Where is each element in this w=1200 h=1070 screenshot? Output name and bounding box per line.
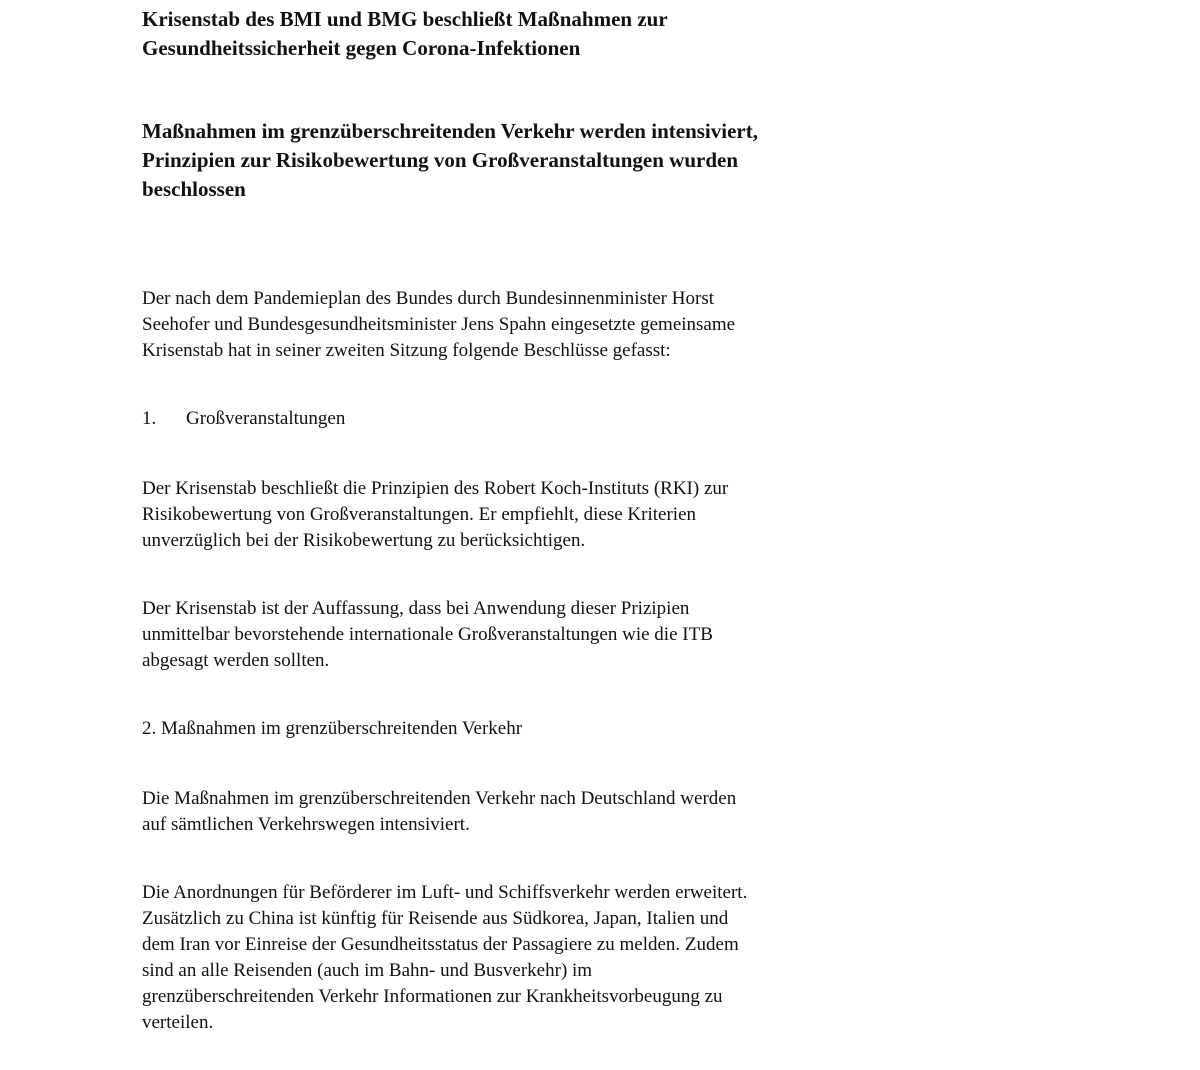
section-2-paragraph-2: Die Anordnungen für Beförderer im Luft- und Schiffsverkehr werden erweitert. Zusätzlich zu China ist künftig für Reisende aus Südkorea, Japan, Italien und dem Iran vor Einreise der Gesundheitsstatus der Passagiere zu melden. Zudem sind an alle Reisenden (auch im Bahn- und Busverkehr) im grenzüberschreitenden Verkehr Informationen zur Krankheitsvorbeugung zu verteilen. [142, 882, 748, 1033]
section-1-paragraph-2: Der Krisenstab ist der Auffassung, dass bei Anwendung dieser Prizipien unmittelbar bevorstehende internationale Großveranstaltungen wie die ITB abgesagt werden sollten. [142, 598, 713, 671]
section-1-title: Großveranstaltungen [186, 408, 346, 429]
section-1-paragraph-1: Der Krisenstab beschließt die Prinzipien des Robert Koch-Instituts (RKI) zur Risikobewertung von Großveranstaltungen. Er empfiehlt, diese Kriterien unverzüglich bei der Risikobewertung zu berücksichtigen. [142, 478, 729, 551]
section-1-heading [142, 406, 345, 432]
document-subtitle: Maßnahmen im grenzüberschreitenden Verkehr werden intensiviert, Prinzipien zur Risikobewertung von Großveranstaltungen wurden beschlossen [142, 119, 758, 201]
section-2-paragraph-1: Die Maßnahmen im grenzüberschreitenden Verkehr nach Deutschland werden auf sämtlichen Verkehrswegen intensiviert. [142, 788, 737, 835]
document-title: Krisenstab des BMI und BMG beschließt Maßnahmen zur Gesundheitssicherheit gegen Corona-Infektionen [142, 7, 668, 60]
section-2-heading: 2. Maßnahmen im grenzüberschreitenden Verkehr [142, 718, 523, 739]
intro-paragraph: Der nach dem Pandemieplan des Bundes durch Bundesinnenminister Horst Seehofer und Bundesgesundheitsminister Jens Spahn eingesetzte gemeinsame Krisenstab hat in seiner zweiten Sitzung folgende Beschlüsse gefasst: [142, 288, 736, 361]
section-1-number: 1. [142, 408, 157, 429]
